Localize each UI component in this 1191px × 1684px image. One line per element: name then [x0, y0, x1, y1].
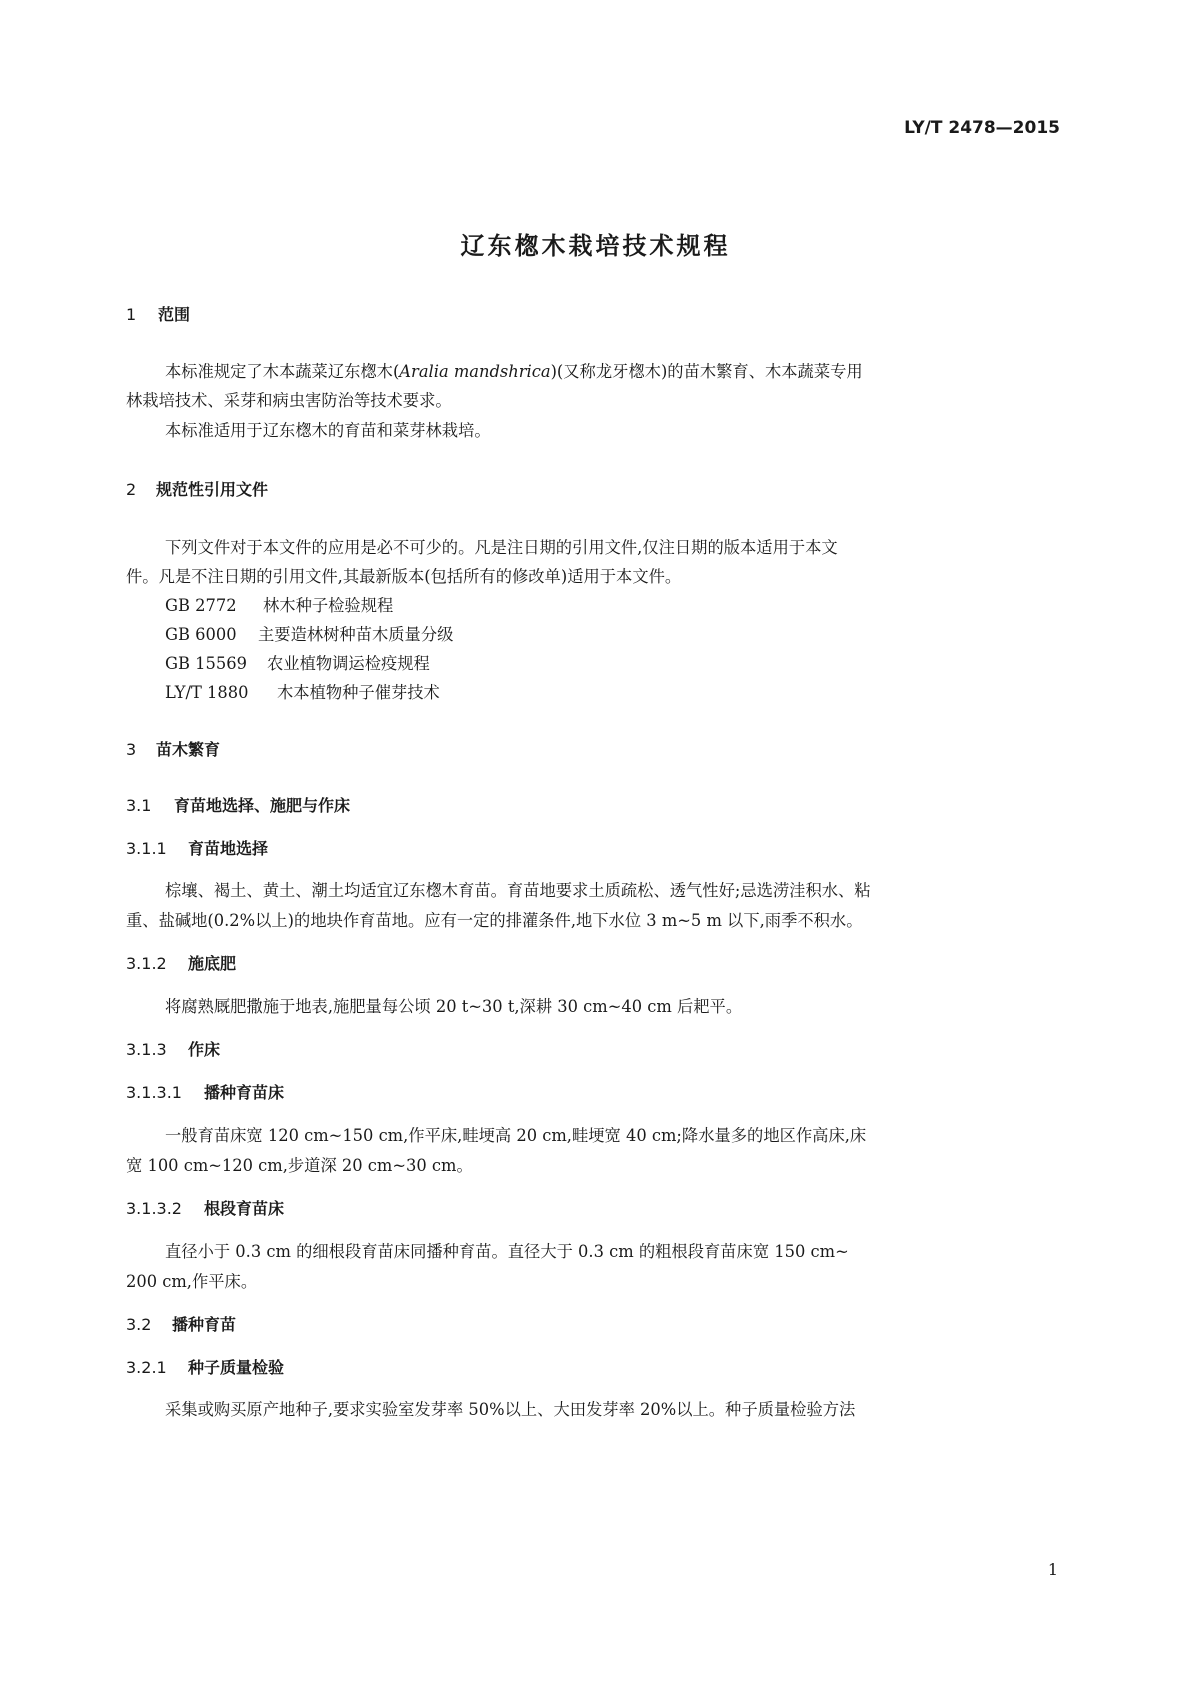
reference-item: [165, 592, 393, 616]
section-3-2-1-heading: [126, 1355, 284, 1378]
text-run: 本标准规定了木本蔬菜辽东楤木(: [165, 362, 400, 381]
section-number: 3.1.1: [126, 839, 167, 858]
section-number: 2: [126, 480, 137, 499]
reference-name: 农业植物调运检疫规程: [267, 654, 430, 673]
reference-name: 主要造林树种苗木质量分级: [258, 625, 454, 644]
latin-name: Aralia mandshrica: [399, 362, 551, 381]
reference-code: GB 15569: [165, 654, 247, 673]
section-3-heading: [126, 737, 220, 760]
reference-item: [165, 621, 453, 645]
section-title: 育苗地选择、施肥与作床: [174, 796, 351, 815]
s3-1-3-2-paragraph-line-2: 200 cm,作平床。: [126, 1272, 258, 1291]
section-number: 3.1.3.1: [126, 1083, 182, 1102]
s3-1-3-2-paragraph-line-1: 直径小于 0.3 cm 的细根段育苗床同播种育苗。直径大于 0.3 cm 的粗根段育苗床宽 150 cm~: [165, 1242, 849, 1261]
s1-paragraph-1-line-2: 林栽培技术、采芽和病虫害防治等技术要求。: [126, 391, 452, 410]
section-number: 3.2: [126, 1315, 152, 1334]
section-3-1-heading: [126, 793, 350, 816]
section-number: 3.1.3.2: [126, 1199, 182, 1218]
section-title: 施底肥: [188, 954, 237, 973]
section-number: 3: [126, 740, 137, 759]
reference-item: [165, 650, 430, 674]
section-number: 3.1.3: [126, 1040, 167, 1059]
section-title: 播种育苗: [172, 1315, 237, 1334]
section-3-1-2-heading: [126, 951, 236, 974]
section-title: 规范性引用文件: [156, 480, 269, 499]
section-title: 作床: [188, 1040, 221, 1059]
text-run: )(又称龙牙楤木)的苗木繁育、木本蔬菜专用: [550, 362, 863, 381]
s3-1-1-paragraph-line-2: 重、盐碱地(0.2%以上)的地块作育苗地。应有一定的排灌条件,地下水位 3 m~5 m 以下,雨季不积水。: [126, 911, 863, 930]
s3-1-1-paragraph-line-1: 棕壤、褐土、黄土、潮土均适宜辽东楤木育苗。育苗地要求土质疏松、透气性好;忌选涝洼积水、粘: [165, 881, 871, 900]
section-number: 1: [126, 305, 137, 324]
section-2-heading: [126, 477, 268, 500]
standard-number: LY/T 2478—2015: [904, 118, 1060, 138]
document-title: 辽东楤木栽培技术规程: [460, 232, 731, 260]
reference-name: 木本植物种子催芽技术: [277, 683, 440, 702]
section-3-2-heading: [126, 1312, 236, 1335]
section-title: 播种育苗床: [204, 1083, 285, 1102]
section-3-1-1-heading: [126, 836, 268, 859]
reference-code: LY/T 1880: [165, 683, 249, 702]
section-3-1-3-heading: [126, 1037, 220, 1060]
section-3-1-3-1-heading: [126, 1080, 284, 1103]
section-number: 3.1.2: [126, 954, 167, 973]
s2-paragraph-line-1: 下列文件对于本文件的应用是必不可少的。凡是注日期的引用文件,仅注日期的版本适用于本文: [165, 538, 838, 557]
s2-paragraph-line-2: 件。凡是不注日期的引用文件,其最新版本(包括所有的修改单)适用于本文件。: [126, 567, 682, 586]
s3-1-3-1-paragraph-line-1: 一般育苗床宽 120 cm~150 cm,作平床,畦埂高 20 cm,畦埂宽 40 cm;降水量多的地区作高床,床: [165, 1126, 867, 1145]
section-1-heading: [126, 302, 190, 325]
s1-paragraph-2: 本标准适用于辽东楤木的育苗和菜芽林栽培。: [165, 421, 491, 440]
reference-code: GB 2772: [165, 596, 237, 615]
reference-code: GB 6000: [165, 625, 237, 644]
section-number: 3.1: [126, 796, 152, 815]
reference-name: 林木种子检验规程: [263, 596, 394, 615]
s3-2-1-paragraph-line-1: 采集或购买原产地种子,要求实验室发芽率 50%以上、大田发芽率 20%以上。种子质量检验方法: [165, 1400, 856, 1419]
s3-1-2-paragraph: 将腐熟厩肥撒施于地表,施肥量每公顷 20 t~30 t,深耕 30 cm~40 cm 后耙平。: [165, 997, 743, 1016]
section-3-1-3-2-heading: [126, 1196, 284, 1219]
section-title: 根段育苗床: [204, 1199, 285, 1218]
section-title: 育苗地选择: [188, 839, 269, 858]
page-number: 1: [1047, 1560, 1058, 1579]
section-title: 苗木繁育: [156, 740, 221, 759]
section-title: 范围: [158, 305, 191, 324]
s1-paragraph-1-line-1: [165, 358, 863, 382]
section-title: 种子质量检验: [188, 1358, 285, 1377]
reference-item: [165, 679, 440, 703]
s3-1-3-1-paragraph-line-2: 宽 100 cm~120 cm,步道深 20 cm~30 cm。: [126, 1156, 473, 1175]
section-number: 3.2.1: [126, 1358, 167, 1377]
